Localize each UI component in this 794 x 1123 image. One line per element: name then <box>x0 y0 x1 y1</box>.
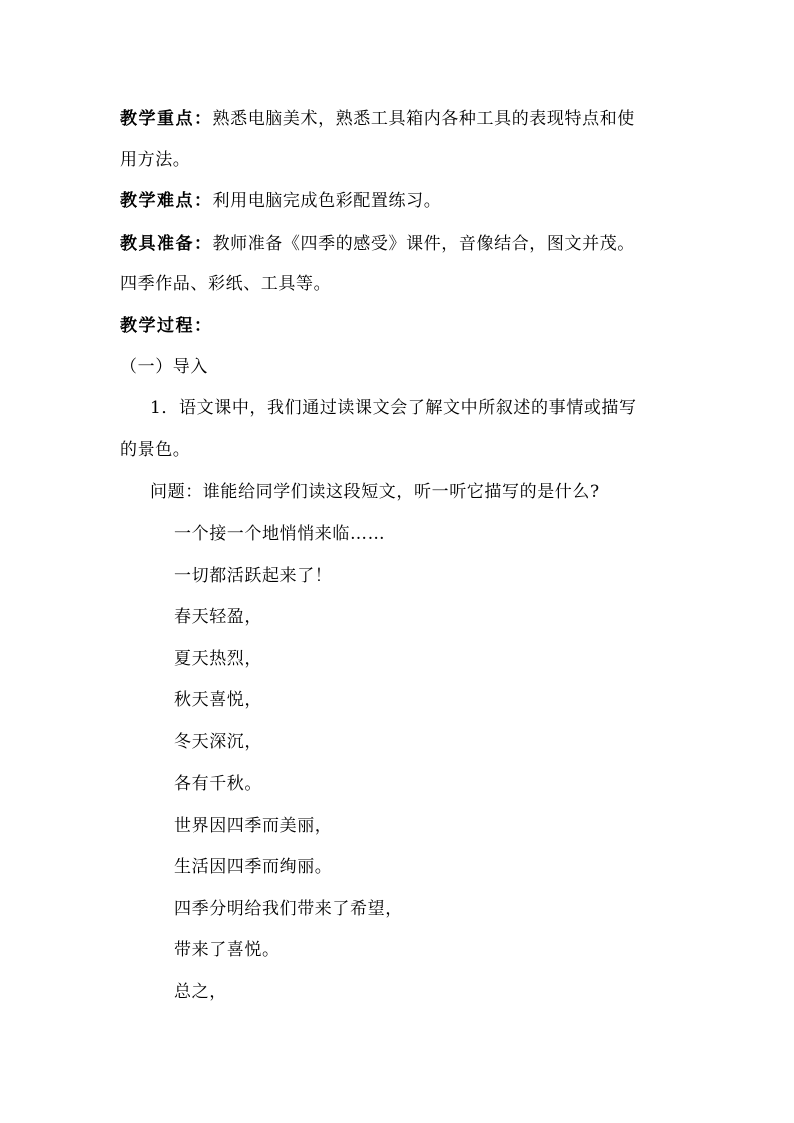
preparation-line <box>120 233 635 255</box>
difficulties-line <box>120 190 441 212</box>
key-points-line <box>120 108 635 130</box>
section1-heading: （一）导入 <box>120 357 208 377</box>
process-label: 教学过程： <box>120 316 213 336</box>
poem-line: 一切都活跃起来了！ <box>174 566 333 586</box>
poem-line: 春天轻盈， <box>174 607 262 627</box>
difficulties-text: 利用电脑完成色彩配置练习。 <box>212 191 442 211</box>
poem-line: 冬天深沉， <box>174 732 262 752</box>
preparation-label: 教具准备： <box>120 234 213 254</box>
key-points-label: 教学重点： <box>120 109 213 129</box>
preparation-line-2: 四季作品、彩纸、工具等。 <box>120 274 332 294</box>
poem-line: 秋天喜悦， <box>174 690 262 710</box>
poem-line: 生活因四季而绚丽。 <box>174 857 333 877</box>
poem-line: 一个接一个地悄悄来临…… <box>174 524 386 544</box>
poem-line: 各有千秋。 <box>174 774 262 794</box>
key-points-text: 熟悉电脑美术，熟悉工具箱内各种工具的表现特点和使 <box>212 109 635 129</box>
poem-line: 夏天热烈， <box>174 649 262 669</box>
preparation-text: 教师准备《四季的感受》课件，音像结合，图文并茂。 <box>212 234 635 254</box>
difficulties-label: 教学难点： <box>120 191 213 211</box>
poem-line: 带来了喜悦。 <box>174 940 280 960</box>
key-points-line-2: 用方法。 <box>120 150 191 170</box>
section1-item1-line-2: 的景色。 <box>120 440 191 460</box>
poem-line: 总之， <box>174 982 227 1002</box>
poem-line: 世界因四季而美丽， <box>174 816 333 836</box>
poem-line: 四季分明给我们带来了希望， <box>174 899 403 919</box>
section1-item1: 1．语文课中，我们通过读课文会了解文中所叙述的事情或描写 <box>150 398 637 418</box>
section1-question: 问题：谁能给同学们读这段短文，听一听它描写的是什么? <box>150 482 600 502</box>
